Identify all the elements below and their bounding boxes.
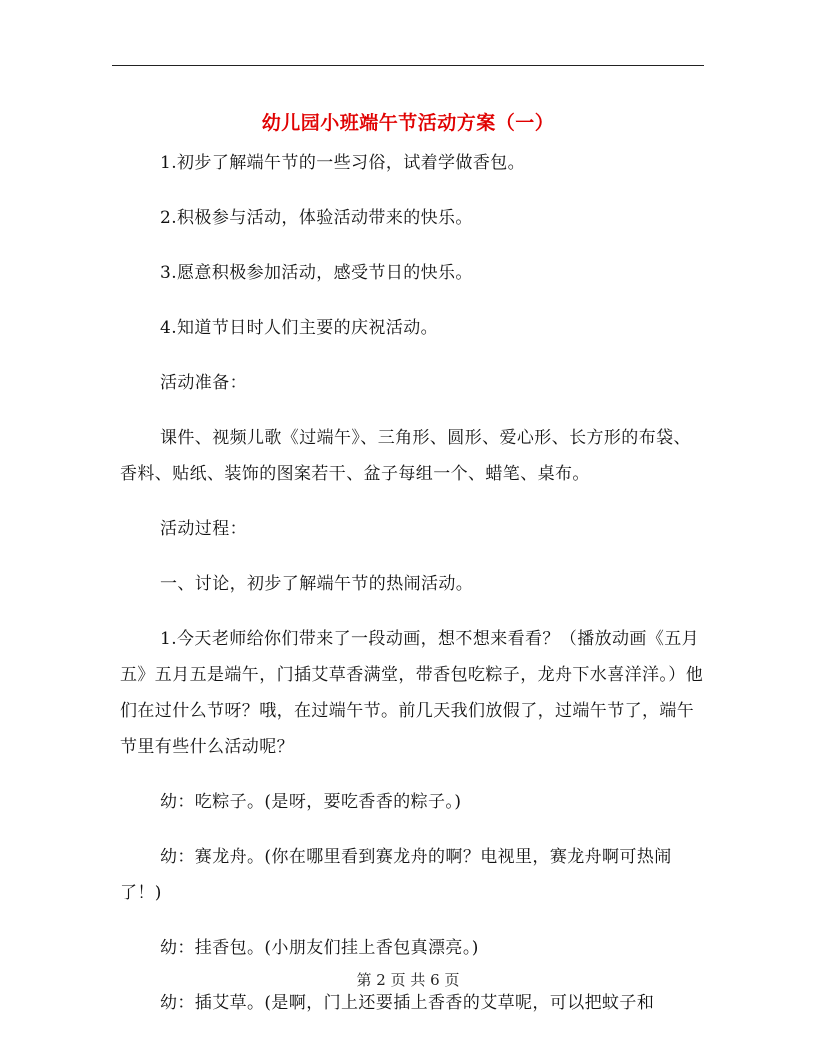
paragraph-step-1-intro: 1.今天老师给你们带来了一段动画，想不想来看看？（播放动画《五月五》五月五是端午，门插艾草香满堂，带香包吃粽子，龙舟下水喜洋洋。）他们在过什么节呀？哦，在过端午节。前几天我们放假了，过端午节了，端午节里有些什么活动呢？ [120, 629, 704, 757]
section-heading-preparation: 活动准备： [160, 373, 247, 393]
page-footer: 第 2 页 共 6 页 [356, 971, 460, 989]
paragraph-goal-4: 4.知道节日时人们主要的庆祝活动。 [160, 318, 439, 338]
paragraph-step-1-heading: 一、讨论，初步了解端午节的热闹活动。 [160, 574, 474, 594]
paragraph-goal-3: 3.愿意积极参加活动，感受节日的快乐。 [160, 263, 473, 283]
paragraph-dialog-sachet: 幼：挂香包。(小朋友们挂上香包真漂亮。) [160, 938, 479, 958]
paragraph-dialog-dragon-boat: 幼：赛龙舟。(你在哪里看到赛龙舟的啊？电视里，赛龙舟啊可热闹了！) [120, 847, 672, 903]
paragraph-dialog-mugwort: 幼：插艾草。(是啊，门上还要插上香香的艾草呢，可以把蚊子和 [160, 993, 655, 1013]
header-rule [112, 65, 704, 66]
paragraph-goal-1: 1.初步了解端午节的一些习俗，试着学做香包。 [160, 153, 526, 173]
document-title: 幼儿园小班端午节活动方案（一） [261, 111, 555, 134]
paragraph-dialog-zongzi: 幼：吃粽子。(是呀，要吃香香的粽子。) [160, 792, 462, 812]
document-body [120, 145, 704, 1021]
paragraph-materials: 课件、视频儿歌《过端午》、三角形、圆形、爱心形、长方形的布袋、香料、贴纸、装饰的图案若干、盆子每组一个、蜡笔、桌布。 [120, 428, 691, 484]
paragraph-goal-2: 2.积极参与活动，体验活动带来的快乐。 [160, 208, 473, 228]
section-heading-process: 活动过程： [160, 519, 247, 539]
